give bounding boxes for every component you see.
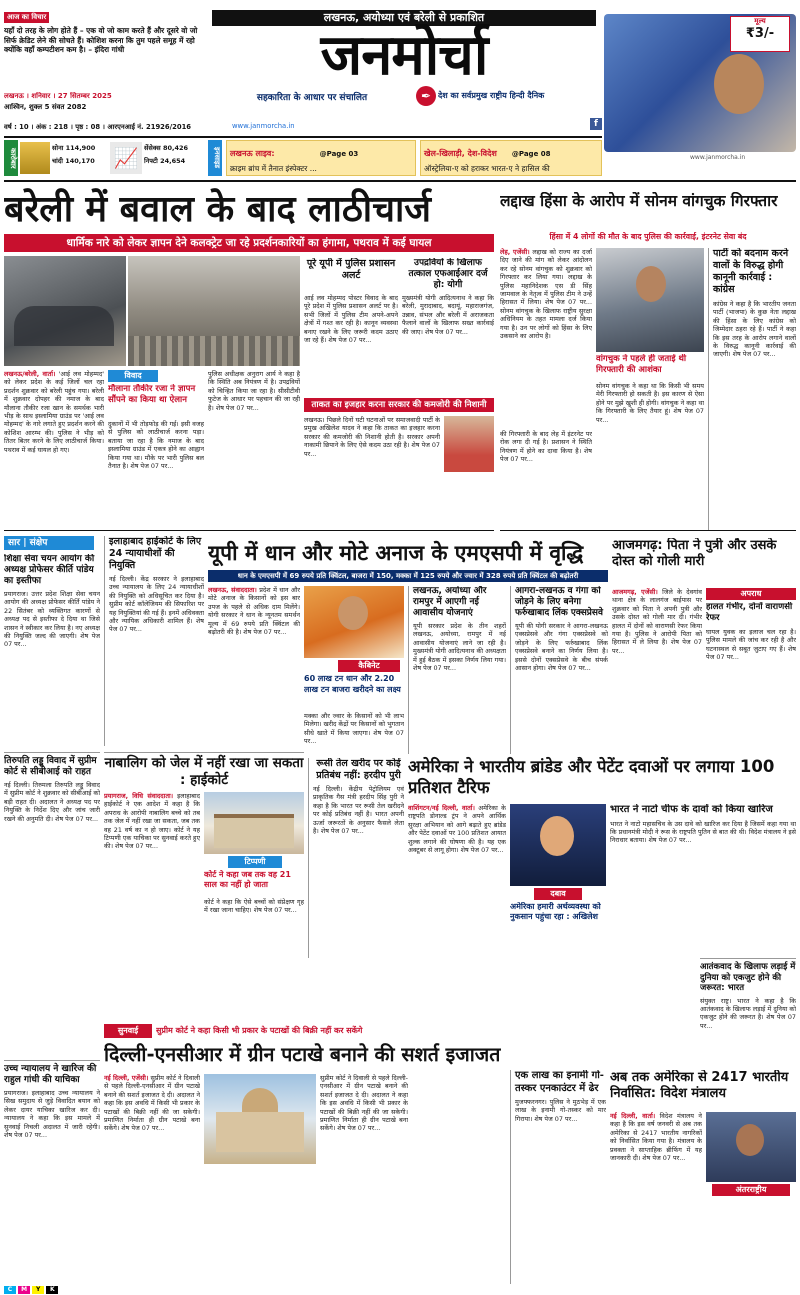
sidebar-story-1 [4,554,100,744]
tariff-body-text: अमेरिका के राष्ट्रपति डोनाल्ड ट्रंप ने अपने आर्थिक सुरक्षा अभियान को आगे बढ़ाते हुए ब्रांडेड और पेटेंट दवाओं पर 100 प्रतिशत आयात शुल्क लगाने की घोषणा की है। यह एक अक्टूबर से लागू होगा। शेष पेज 07 पर... [408,804,506,855]
price-label: मूल्य [754,17,766,25]
russia-box [308,758,404,958]
nato-box [610,804,796,954]
firecracker-body [104,1074,200,1284]
housing-box [408,586,506,754]
hc-headline: इलाहाबाद हाईकोर्ट के लिए 24 न्यायाधीशों की नियुक्ति [109,536,202,571]
terror-box [700,958,796,1068]
deport-body-text: विदेश मंत्रालय ने कहा है कि इस वर्ष जनवरी से अब तक अमेरिका से 2417 भारतीय नागरिकों को निर्वासित किया गया है। मंत्रालय के प्रवक्ता ने साप्ताहिक ब्रीफिंग में यह जानकारी दी। शेष पेज 07 पर... [610,1112,702,1163]
price-value: ₹3/- [745,26,775,41]
cricketer-photo [604,14,796,152]
cmyk-k: K [46,1286,58,1294]
cmyk-c: C [4,1286,16,1294]
wangchuk-photo [596,248,704,352]
nifty-rate: निफ्टी 24,654 [144,157,186,165]
firecracker-headline: दिल्ली-एनसीआर में ग्रीन पटाखे बनाने की सशर्त इजाजत [104,1043,501,1066]
lead-body-2: दुकानों में भी तोड़फोड़ की गई। इसी वजह से पुलिस को लाठीचार्ज करना पड़ा। बताया जा रहा है कि नमाज के बाद इस्लामिया ग्राउंड में एकत्र होने का आह्वान किया गया था। मौके पर भारी पुलिस बल तैनात है। शेष पेज 07 पर... [108,420,204,471]
russia-body: नई दिल्ली। केंद्रीय पेट्रोलियम एवं प्राकृतिक गैस मंत्री हरदीप सिंह पुरी ने कहा है कि भारत पर रूसी तेल खरीदने पर कोई प्रतिबंध नहीं है। भारत अपनी ऊर्जा जरूरतों के अनुसार फैसले लेता है। शेष पेज 07 पर... [313,785,404,836]
azamgarh-headline: आजमगढ़: पिता ने पुत्री और उसके दोस्त को गोली मारी [612,538,777,569]
lead-caption: मौलाना तौकीर रजा ने ज्ञापन सौंपने का किया था ऐलान [108,384,196,405]
lucknow-text: क्राइम ब्रांच में तैनात इंस्पेक्टर ... [230,164,317,173]
sidebar-label: सार | संक्षेप [4,536,94,550]
lead-photo [4,256,126,366]
firecracker-body-text: सुप्रीम कोर्ट ने दिवाली से पहले दिल्ली-एनसीआर में ग्रीन पटाखे बनाने की सशर्त इजाजत दे दी। अदालत ने कहा कि इस अवधि में किसी भी प्रकार के पटाखों की बिक्री नहीं की जा सकेगी। प्रमाणित निर्माता ही ग्रीन पटाखे बना सकेंगे। शेष पेज 07 पर... [104,1074,200,1133]
silver-rate: चांदी 140,170 [52,157,95,165]
azamgarh-dateline: आजमगढ़, एजेंसी। [612,588,658,596]
sidebar-label-2: संक्षेप [29,538,48,548]
tagline-left: सहकारिता के आधार पर संचालित [256,93,368,103]
ladakh-dateline: लेह, एजेंसी। [500,248,530,256]
akhilesh-photo [444,416,494,472]
price-badge [730,16,790,52]
trump-photo [510,804,606,886]
paddy-body-text: प्रदेश में धान और मोटे अनाज के किसानों को इस बार उपज के पहले से अधिक दाम मिलेंगे। योगी सरकार ने धान के न्यूनतम समर्थन मूल्य में 69 रुपये प्रति क्विंटल की बढ़ोतरी की है। शेष पेज 07 पर... [208,586,300,637]
nato-body: भारत ने नाटो महासचिव के उस दावे को खारिज कर दिया है जिसमें कहा गया था कि प्रधानमंत्री मोदी ने रूस के राष्ट्रपति पुतिन से बात की थी। विदेश मंत्रालय ने इसे निराधार बताया। शेष पेज 07 पर... [610,819,796,845]
mea-photo [706,1112,796,1182]
editions: लखनऊ, अयोध्या एवं बरेली से प्रकाशित [212,10,596,26]
firecracker-dateline: नई दिल्ली, एजेंसी। [104,1074,149,1082]
paddy-headline: यूपी में धान और मोटे अनाज के एमएसपी में वृद्धि [208,541,584,565]
inside-sports[interactable] [420,140,602,176]
encounter-headline: एक लाख का इनामी गो-तस्कर एनकाउंटर में ढेर [515,1070,604,1094]
encounter-body: मुजफ्फरनगर। पुलिस ने मुठभेड़ में एक लाख के इनामी गो-तस्कर को मार गिराया। शेष पेज 07 पर... [515,1098,606,1123]
tagline-right: देश का सर्वप्रमुख राष्ट्रीय हिन्दी दैनिक [438,91,545,100]
sidebar-3-body: प्रयागराज। इलाहाबाद उच्च न्यायालय ने सिख समुदाय से जुड़े विवादित बयान को लेकर दायर याचिका खारिज कर दी। न्यायालय ने कहा कि इस मामले में सुनवाई निचली अदालत में जारी रहेगी। शेष पेज 07 पर... [4,1089,100,1140]
firecracker-kicker: सुप्रीम कोर्ट ने कहा किसी भी प्रकार के पटाखों की बिक्री नहीं कर सकेंगे [156,1026,363,1035]
ladakh-body-3: की गिरफ्तारी के बाद लेह में इंटरनेट पर रोक लगा दी गई है। प्रशासन ने स्थिति नियंत्रण में होने का दावा किया है। शेष पेज 07 पर... [500,430,592,464]
web-link[interactable]: www.janmorcha.in [232,122,295,130]
yogi-photo [304,586,404,658]
crime-body: घायल युवक का इलाज चल रहा है। पुलिस मामले की जांच कर रही है और घटनास्थल से सबूत जुटाए गए हैं। शेष पेज 07 पर... [706,628,796,662]
mea-head [736,1124,764,1156]
paddy-subhead: धान के एमएसपी में 69 रुपये प्रति क्विंटल, बाजरा में 150, मक्का में 125 रुपये और ज्वार में 328 रुपये प्रति क्विंटल की बढ़ोतरी [208,570,608,582]
court-photo [204,792,304,854]
nato-headline: भारत ने नाटो चीफ के दावों को किया खारिज [610,804,773,815]
inside-lucknow[interactable] [226,140,416,176]
tariff-tag: दबाव [534,888,582,900]
facebook-icon[interactable]: f [590,118,602,130]
sidebar-1-headline: शिक्षा सेवा चयन आयोग की अध्यक्ष प्रोफेसर कीर्ति पांडेय का इस्तीफा [4,554,95,586]
azamgarh-body [612,588,702,748]
ladakh-caption: वांगचुक ने पहले ही जताई थी गिरफ्तारी की आशंका [596,354,687,375]
cmyk-y: Y [32,1286,44,1294]
sc-building [216,1112,304,1152]
azamgarh-body-text: जिले के देवगांव थाना क्षेत्र के लालगंज बाईपास पर शुक्रवार को पिता ने अपनी पुत्री और उसके दोस्त को गोली मार दी। गंभीर हालत में दोनों को वाराणसी रेफर किया गया है। पुलिस ने आरोपी पिता को हिरासत में ले लिया है। शेष पेज 07 पर... [612,588,702,655]
ladakh-body-text: लद्दाख को राज्य का दर्जा दिए जाने की मांग को लेकर आंदोलन कर रहे सोनम वांगचुक को शुक्रवार को गिरफ्तार कर लिया गया। लद्दाख के पुलिस महानिदेशक एस डी सिंह जामवाल के नेतृत्व में पुलिस टीम ने उन्हें हिरासत में लिया। शेष पेज 07 पर... [500,248,592,307]
quote-tag: आज का विचार [4,12,49,23]
samvat: आश्विन, शुक्ल 5 संवत 2082 [4,103,87,111]
yogi-head [338,596,368,630]
ladakh-body-2: सोनम वांगचुक ने कहा था कि किसी भी समय मेरी गिरफ्तारी हो सकती है। इस कारण से ऐसा होने पर मुझे खुशी ही होगी। वांगचुक ने कहा था कि गिरफ्तारी के लिए तैयार हूं। शेष पेज 07 पर... [596,382,704,424]
lead-headline: बरेली में बवाल के बाद लाठीचार्ज [4,189,432,230]
akhilesh-headline: ताकत का इजहार करना सरकार की कमजोरी की निशानी [304,398,494,412]
housing-headline: लखनऊ, अयोध्या और रामपुर में आएगी नई आवासीय योजनाएं [413,586,487,618]
deport-tag: अंतरराष्ट्रीय [712,1184,790,1196]
deport-dateline: नई दिल्ली, वार्ता। [610,1112,656,1120]
terror-body: संयुक्त राष्ट्र। भारत ने कहा है कि आतंकवाद के खिलाफ लड़ाई में दुनिया को एकजुट होने की जरूरत है। शेष पेज 07 पर... [700,996,796,1030]
sidebar-story-3 [4,1060,100,1285]
deport-headline: अब तक अमेरिका से 2417 भारतीय निर्वासित: विदेश मंत्रालय [610,1070,789,1101]
lucknow-tag: लखनऊ लाइव: [230,149,275,158]
market-label: कारोबार [4,140,18,176]
cabinet-tag: कैबिनेट [338,660,400,672]
crime-tag: अपराध [706,588,796,600]
yogi-headline: उपद्रवियों के खिलाफ तत्काल एफआईआर दर्ज हो: योगी [408,258,488,290]
sidebar-story-2 [4,752,100,952]
encounter-box [510,1070,606,1284]
ladakh-headline: लद्दाख हिंसा के आरोप में सोनम वांगचुक गिरफ्तार [500,192,778,210]
supreme-court-photo [204,1074,316,1164]
trump-head [540,816,574,856]
hc-box [104,536,204,746]
russia-headline: रूसी तेल खरीद पर कोई प्रतिबंध नहीं: हरदीप पुरी [316,758,401,781]
ladakh-body-text-2: सोनम वांगचुक के खिलाफ राष्ट्रीय सुरक्षा अधिनियम के तहत मामला दर्ज किया गया है। उन पर लोगों को हिंसा के लिए उकसाने का आरोप है। [500,306,592,341]
court-building [214,814,294,848]
tariff-dateline: वाशिंगटन/नई दिल्ली, वार्ता। [408,804,475,812]
congress-box [708,248,796,530]
gold-icon [20,142,50,174]
yogi-body: मुख्यमंत्री योगी आदित्यनाथ ने कहा कि बरेली, मुरादाबाद, बदायूं, महाराजगंज, उन्नाव, संभल और बरेली में अराजकता फैलाने वालों के खिलाफ सख्त कार्रवाई की जाए। शेष पेज 07 पर... [402,294,494,336]
gold-rate: सोना 114,900 [52,144,96,152]
housing-body: यूपी सरकार प्रदेश के तीन शहरों लखनऊ, अयोध्या, रामपुर में नई आवासीय योजनाएं लाने जा रही है। मुख्यमंत्री योगी आदित्यनाथ की अध्यक्षता में हुई बैठक में इसका निर्णय लिया गया। शेष पेज 07 पर... [413,622,506,673]
sidebar-1-body: प्रयागराज। उत्तर प्रदेश शिक्षा सेवा चयन आयोग की अध्यक्ष प्रोफेसर कीर्ति पांडेय ने 22 सितंबर को व्यक्तिगत कारणों से अध्यक्ष पद से इस्तीफा दे दिया था जिसे शासन ने स्वीकार कर लिया है। नए अध्यक्ष की नियुक्ति जल्द की जाएगी। शेष पेज 07 पर... [4,590,100,649]
pen-icon: ✒ [416,86,436,106]
firecracker-body-2: सुप्रीम कोर्ट ने दिवाली से पहले दिल्ली-एनसीआर में ग्रीन पटाखे बनाने की सशर्त इजाजत दे दी। अदालत ने कहा कि इस अवधि में किसी भी प्रकार के पटाखों की बिक्री नहीं की जा सकेगी। प्रमाणित निर्माता ही ग्रीन पटाखे बना सकेंगे। शेष पेज 07 पर... [320,1074,408,1133]
sensex-icon: 📈 [110,142,142,174]
url-small: www.janmorcha.in [690,154,746,161]
quote-box [4,4,204,90]
akhilesh-body: लखनऊ। पिछले दिनों घटी घटनाओं पर समाजवादी पार्टी के प्रमुख अखिलेश यादव ने कहा कि ताकत का इजहार करना सरकार की कमजोरी की निशानी होती है। सरकार अपनी नाकामी छिपाने के लिए ऐसे कदम उठा रही है। शेष पेज 07 पर... [304,416,440,458]
color-bar [4,1286,796,1294]
lead-photo-2 [128,256,300,366]
up-alert-headline: पूरे यूपी में पुलिस प्रशासन अलर्ट [306,258,396,281]
tariff-caption: अमेरिका हमारी अर्थव्यवस्था को नुकसान पहुंचा रहा : अखिलेश [510,902,601,921]
paddy-dateline: लखनऊ, संवाददाता। [208,586,257,594]
sensex-rate: सेंसेक्स 80,426 [144,144,189,152]
lead-body-3: पुलिस अधीक्षक अनुराग आर्य ने कहा है कि स्थिति अब नियंत्रण में है। उपद्रवियों को चिन्हित किया जा रहा है। सीसीटीवी फुटेज के आधार पर पहचान की जा रही है। शेष पेज 07 पर... [208,370,300,412]
brand-logo: जनमोर्चा [320,24,488,86]
crime-headline: हालत गंभीर, दोनों वाराणसी रेफर [706,602,793,623]
lucknow-page: @Page 03 [319,150,359,158]
paddy-body [208,586,300,746]
minor-caption: कोर्ट ने कहा जब तक वह 21 साल का नहीं हो जाता [204,870,291,889]
lead-dateline: लखनऊ/बरेली, वार्ता। [4,370,56,378]
crowd-shape [14,306,114,346]
congress-body: कांग्रेस ने कहा है कि भारतीय जनता पार्टी (भाजपा) के कुछ नेता लद्दाख की हिंसा के लिए कांग्रेस को जिम्मेदार ठहरा रहे हैं। पार्टी ने कहा कि इस तरह के आरोप लगाने वालों के विरुद्ध कानूनी कार्रवाई की जाएगी। शेष पेज 07 पर... [713,300,796,359]
lead-tag: विवाद [108,370,158,382]
sports-text: ऑस्ट्रेलिया-ए को हराकर भारत-ए ने हासिल की [424,164,550,173]
issue-line: वर्ष : 10 । अंक : 218 । पृष्ठ : 08 । आरएनआई नं. 21926/2016 [4,123,192,131]
lead-body-text-1: 'आई लव मोहम्मद' को लेकर प्रदेश के कई जिलों चल रहा प्रदर्शन शुक्रवार को बरेली पहुंच गया। बरेली में शुक्रवार दोपहर की नमाज के बाद मौलाना तौकीर रजा खान के समर्थक भारी भीड़ के साथ इस्लामिया ग्राउंड पर 'आई लव मोहम्मद' के नारे लगाते हुए प्रदर्शन करने की कोशिश आरम्भ की। पुलिस ने भीड़ को तितर बितर करने के लिए लाठीचार्ज किया। पथराव में कई घायल हो गए। [4,370,104,454]
cabinet-caption: 60 लाख टन धान और 2.20 लाख टन बाजरा खरीदने का लक्ष्य [304,674,401,694]
cmyk-m: M [18,1286,30,1294]
sports-tag: खेल-खिलाड़ी, देश-विदेश [424,149,497,158]
sports-page: @Page 08 [511,150,551,158]
up-alert-body: आई लव मोहम्मद पोस्टर विवाद के बाद पूरे प्रदेश में पुलिस प्रशासन अलर्ट पर है। सभी जिलों में पुलिस टीम अपने-अपने क्षेत्रों में गश्त कर रही है। कानून व्यवस्था बनाए रखने के लिए जरूरी कदम उठाए जा रहे हैं। शेष पेज 07 पर... [304,294,398,345]
minor-tag: टिप्पणी [228,856,282,868]
hc-body: नई दिल्ली। केंद्र सरकार ने इलाहाबाद उच्च न्यायालय के लिए 24 न्यायाधीशों की नियुक्ति को अधिसूचित कर दिया है। सुप्रीम कोर्ट कॉलेजियम की सिफारिश पर यह नियुक्तियां की गई हैं। इनमें अधिवक्ता और न्यायिक अधिकारी शामिल हैं। शेष पेज 07 पर... [109,575,204,634]
player-head [714,54,764,114]
tariff-body [408,804,506,964]
expressway-box [510,586,608,754]
minor-body-2: कोर्ट ने कहा कि ऐसे बच्चों को संप्रेक्षण गृह में रखा जाना चाहिए। शेष पेज 07 पर... [204,898,304,915]
firecracker-tag: सुनवाई [104,1024,152,1038]
tariff-headline: अमेरिका ने भारतीय ब्रांडेड और पेटेंट दवाओं पर लगाया 100 प्रतिशत टैरिफ [408,757,775,797]
date-line: लखनऊ । शनिवार । 27 सितम्बर 2025 [4,92,112,100]
minor-body [104,792,200,962]
expressway-body: यूपी की योगी सरकार ने आगरा-लखनऊ एक्सप्रेसवे और गंगा एक्सप्रेसवे को जोड़ने के लिए फर्रुखाबाद लिंक एक्सप्रेसवे बनाने का निर्णय लिया है। इससे दोनों एक्सप्रेसवे के बीच संपर्क आसान होगा। शेष पेज 07 पर... [515,622,608,673]
sidebar-label-1: सार [8,538,21,548]
sidebar-3-headline: उच्च न्यायालय ने खारिज की राहुल गांधी की याचिका [4,1064,97,1085]
stone-debris [128,336,300,366]
terror-headline: आतंकवाद के खिलाफ लड़ाई में दुनिया को एकजुट होने की जरूरत: भारत [700,962,796,993]
sidebar-2-headline: तिरुपति लड्डू विवाद में सुप्रीम कोर्ट से सीबीआई को राहत [4,756,97,777]
expressway-headline: आगरा-लखनऊ व गंगा को जोड़ने के लिए बनेगा फर्रुखाबाद लिंक एक्सप्रेसवे [515,586,603,618]
lead-subhead: धार्मिक नारे को लेकर ज्ञापन देने कलक्ट्रेट जा रहे प्रदर्शनकारियों का हंगामा, पथराव में कई घायल [4,234,494,252]
inside-label: इनसाइड [208,140,222,176]
sidebar-2-body: नई दिल्ली। तिरुमला तिरुपति लड्डू विवाद में सुप्रीम कोर्ट ने शुक्रवार को सीबीआई को बड़ी राहत दी। अदालत ने अध्यक्ष पद पर नियुक्ति के निर्देश दिए और जांच जारी रखने की अनुमति दी। शेष पेज 07 पर... [4,781,100,823]
minor-body-text: इलाहाबाद हाईकोर्ट ने एक आदेश में कहा है कि अपराध के आरोपी नाबालिग बच्चे को तब तक जेल में नहीं रखा जा सकता, जब तक वह 21 वर्ष का न हो जाए। कोर्ट ने यह टिप्पणी एक याचिका पर सुनवाई करते हुए की। शेष पेज 07 पर... [104,792,200,851]
congress-headline: पार्टी को बदनाम करने वालों के विरुद्ध होगी कानूनी कार्रवाई : कांग्रेस [713,248,789,295]
minor-headline: नाबालिग को जेल में नहीं रखा जा सकता : हाईकोर्ट [104,755,304,788]
sc-dome [242,1088,278,1112]
quote-text: यहाँ दो तरह के लोग होते हैं – एक वो जो काम करते हैं और दूसरे वो जो सिर्फ क्रेडिट लेने की सोचते हैं। कोशिश करना कि तुम पहले समूह में रहो क्योंकि वहाँ कम्पटीशन कम है। – इंदिरा गांधी [4,26,198,55]
minor-dateline: प्रयागराज, विधि संवाददाता। [104,792,174,800]
wangchuk-head [636,266,666,302]
ladakh-body-1 [500,248,592,428]
ladakh-subhead: हिंसा में 4 लोगों की मौत के बाद पुलिस की कार्रवाई, इंटरनेट सेवा बंद [549,232,747,241]
deport-body [610,1112,702,1286]
paddy-body-2: मक्का और ज्वार के किसानों को भी लाभ मिलेगा। खरीद केंद्रों पर किसानों को भुगतान सीधे खाते में किया जाएगा। शेष पेज 07 पर... [304,712,404,746]
